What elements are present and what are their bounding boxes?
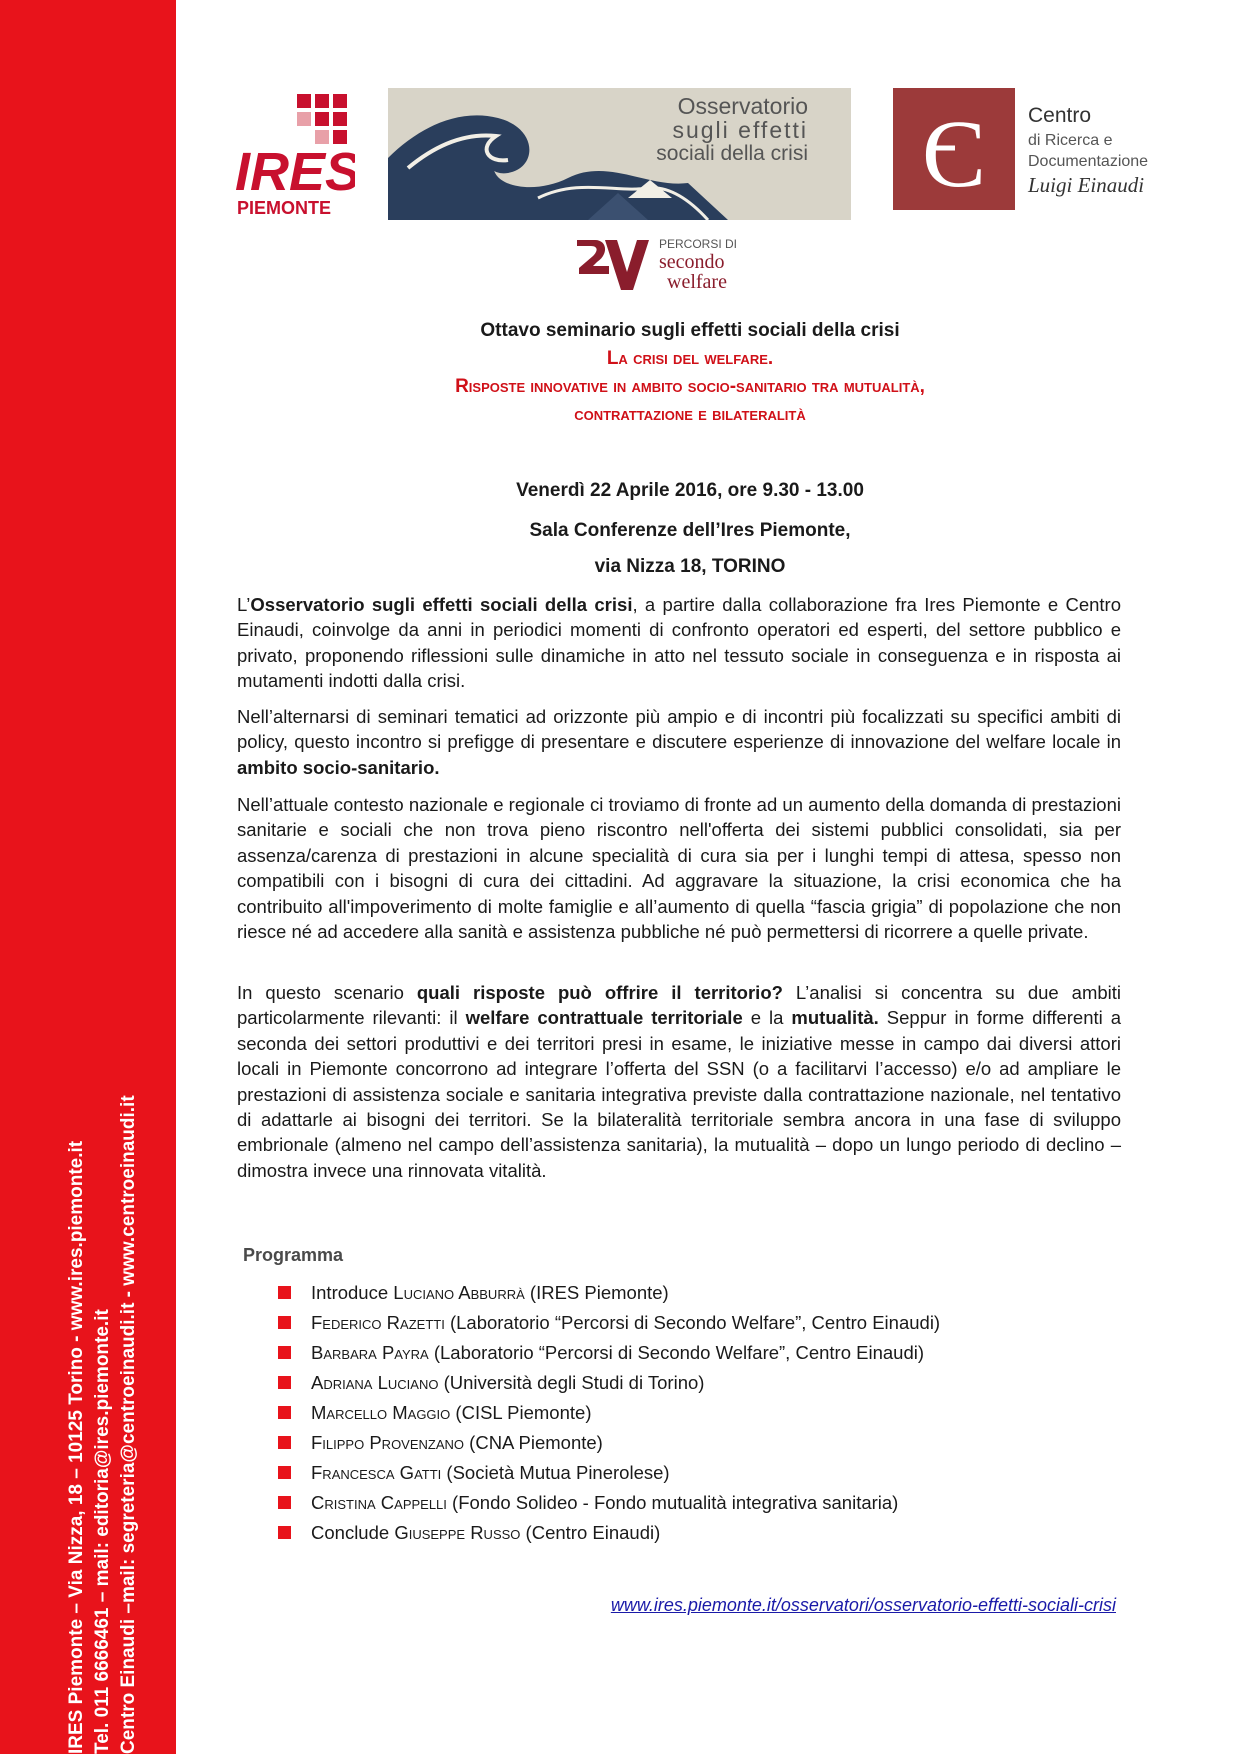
osservatorio-name: Osservatorio sugli effetti sociali della crisi: [250, 594, 633, 615]
sidebar-line-3: Centro Einaudi –mail: segreteria@centroeinaudi.it - www.centroeinaudi.it: [118, 1095, 139, 1754]
svg-text:Documentazione: Documentazione: [1028, 153, 1149, 170]
programma-title: Programma: [243, 1245, 344, 1265]
red-square-bullet-icon: [278, 1346, 291, 1359]
paragraph-policy: Nell’alternarsi di seminari tematici ad orizzonte più ampio e di incontri più focalizzati su specifici ambiti di policy, questo incontro si prefigge di presentare e discutere esperienze di innovazione del welfare locale in ambito socio-sanitario.: [237, 706, 1121, 778]
svg-text:PERCORSI DI: PERCORSI DI: [659, 237, 738, 251]
list-item: Conclude Giuseppe Russo (Centro Einaudi): [278, 1518, 940, 1548]
paragraph-scenario: In questo scenario quali risposte può offrire il territorio? L’analisi si concentra su due ambiti particolarmente rilevanti: il welfare contrattuale territoriale e la mutualità. Seppur in forme differenti a seconda dei settori produttivi e dei territori presi in esame, le iniziative messe in campo dai diversi attori locali in Piemonte concorrono ad integrare l’offerta del SSN (o a facilitarvi l’accesso) e/o ad ampliare le prestazioni di assistenza sociale e sanitaria integrativa previste dalla contrattazione nazionale, nel tentativo di adattarle ai bisogni dei territori. Se la bilateralità territoriale sembra ancora in una fase di sviluppo embrionale (almeno nel campo dell’assistenza sanitaria), la mutualità – dopo un lungo periodo di declino – dimostra invece una rinnovata vitalità.: [237, 982, 1122, 1181]
red-square-bullet-icon: [278, 1406, 291, 1419]
svg-text:Osservatorio: Osservatorio: [677, 93, 808, 119]
event-address: via Nizza 18, TORINO: [594, 556, 786, 577]
programma-list: [278, 1278, 940, 1548]
list-item: Filippo Provenzano (CNA Piemonte): [278, 1428, 940, 1458]
list-item: Marcello Maggio (CISL Piemonte): [278, 1398, 940, 1428]
sidebar-contacts: [64, 254, 142, 1754]
red-sidebar: [0, 0, 176, 1754]
osservatorio-website-link[interactable]: www.ires.piemonte.it/osservatori/osservatorio-effetti-sociali-crisi: [610, 1595, 1116, 1615]
secondo-welfare-graphic: [575, 232, 770, 294]
paragraph-context: Nell’attuale contesto nazionale e regionale ci troviamo di fronte ad un aumento della domanda di prestazioni sanitarie e sociali che non trova pieno riscontro nell'offerta dei sistemi pubblici consolidati, sia per assenza/carenza di prestazioni in alcune specialità di cura sia per i lunghi tempi di attesa, spesso non compatibili con i bisogni di cura dei cittadini. Ad aggravare la situazione, la crisi economica che ha contribuito all'impoverimento di molte famiglie e all’aumento di quella “fascia grigia” di popolazione che non riesce né ad accedere alla sanità e assistenza pubbliche né può permettersi di ricorrere a quelle private.: [237, 794, 1121, 943]
svg-text:sociali della crisi: sociali della crisi: [656, 142, 808, 165]
svg-text:PIEMONTE: PIEMONTE: [237, 198, 332, 218]
red-square-bullet-icon: [278, 1376, 291, 1389]
list-item: Francesca Gatti (Società Mutua Pinerolese): [278, 1458, 940, 1488]
red-square-bullet-icon: [278, 1316, 291, 1329]
list-item: Cristina Cappelli (Fondo Solideo - Fondo mutualità integrativa sanitaria): [278, 1488, 940, 1518]
seminar-subtitle-3: contrattazione e bilateralità: [574, 404, 806, 425]
red-square-bullet-icon: [278, 1436, 291, 1449]
list-item: Adriana Luciano (Università degli Studi di Torino): [278, 1368, 940, 1398]
event-venue: Sala Conferenze dell’Ires Piemonte,: [529, 520, 851, 541]
event-date: Venerdì 22 Aprile 2016, ore 9.30 - 13.00: [516, 480, 864, 501]
osservatorio-logo: [388, 88, 851, 220]
ires-logo: [235, 90, 355, 220]
svg-text:welfare: welfare: [667, 271, 727, 293]
seminar-title: Ottavo seminario sugli effetti sociali della crisi: [480, 320, 900, 341]
red-square-bullet-icon: [278, 1526, 291, 1539]
svg-text:Centro: Centro: [1028, 104, 1092, 127]
red-square-bullet-icon: [278, 1466, 291, 1479]
svg-text:C: C: [921, 100, 987, 207]
svg-text:IRES: IRES: [235, 142, 355, 202]
svg-text:di Ricerca e: di Ricerca e: [1028, 132, 1113, 149]
sidebar-line-1: IRES Piemonte – Via Nizza, 18 – 10125 Torino - www.ires.piemonte.it: [66, 1140, 87, 1754]
svg-text:Luigi Einaudi: Luigi Einaudi: [1028, 173, 1145, 197]
red-square-bullet-icon: [278, 1286, 291, 1299]
red-square-bullet-icon: [278, 1496, 291, 1509]
list-item: Barbara Payra (Laboratorio “Percorsi di Secondo Welfare”, Centro Einaudi): [278, 1338, 940, 1368]
sidebar-line-2: Tel. 011 6666461 – mail: editoria@ires.piemonte.it: [92, 1309, 113, 1754]
seminar-subtitle-2: Risposte innovative in ambito socio-sanitario tra mutualità,: [455, 376, 925, 397]
ires-logo-graphic: [235, 90, 355, 220]
great-wave-image: [388, 88, 851, 220]
paragraph-intro: L’Osservatorio sugli effetti sociali della crisi, a partire dalla collaborazione fra Ires Piemonte e Centro Einaudi, coinvolge da anni in periodici momenti di confronto operatori ed esperti, del settore pubblico e privato, proponendo riflessioni sulle dinamiche in atto nel tessuto sociale in conseguenza e in risposta ai mutamenti indotti dalla crisi.: [237, 594, 1121, 692]
centro-einaudi-logo: [893, 88, 1168, 218]
centro-einaudi-graphic: [893, 88, 1168, 218]
svg-text:sugli effetti: sugli effetti: [672, 117, 808, 143]
list-item: Federico Razetti (Laboratorio “Percorsi di Secondo Welfare”, Centro Einaudi): [278, 1308, 940, 1338]
seminar-subtitle-1: La crisi del welfare.: [606, 348, 774, 369]
list-item: Introduce Luciano Abburrà (IRES Piemonte): [278, 1278, 940, 1308]
secondo-welfare-logo: [575, 232, 770, 294]
svg-text:secondo: secondo: [659, 251, 725, 273]
